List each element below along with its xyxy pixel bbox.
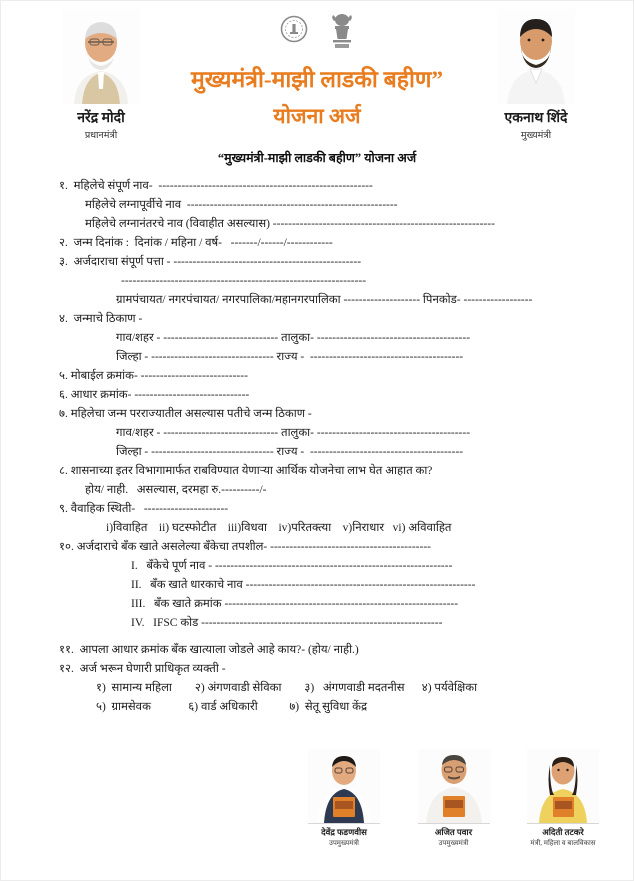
form-line: जिल्हा - -------------------------------- राज्य - ---------------------------------------- [116, 446, 464, 458]
form-line: ७. महिलेचा जन्म परराज्यातील असल्यास पतीचे जन्म ठिकाण - [59, 408, 312, 420]
official-name: अजित पवार [434, 827, 473, 837]
pawar-photo [418, 749, 490, 824]
form-title-line1: मुख्यमंत्री-माझी लाडकी बहीण” [190, 67, 444, 92]
form-line: ४. जन्माचे ठिकाण - [59, 313, 143, 325]
pm-name: नरेंद्र मोदी [77, 111, 125, 126]
official-name: देवेंद्र फडणवीस [321, 827, 367, 837]
form-line: III. बँक खाते क्रमांक ------------------------------------------------------------- [131, 598, 459, 610]
cm-name: एकनाथ शिंदे [504, 111, 568, 126]
minister-block [515, 749, 611, 848]
official-role: मंत्री, महिला व बालविकास [530, 839, 596, 847]
deputy-cm-1-block [296, 749, 392, 848]
form-line: २. जन्म दिनांक : दिनांक / महिना / वर्ष- -------/------/------------ [59, 237, 333, 249]
form-line: गाव/शहर - ------------------------------ तालुका- ---------------------------------------- [116, 332, 471, 344]
form-title [141, 63, 493, 135]
form-line: होय/ नाही. असल्यास, दरमहा रु.----------/- [85, 484, 267, 496]
form-line: १) सामान्य महिला २) अंगणवाडी सेविका ३) अंगणवाडी मदतनीस ४) पर्यवेक्षिका [96, 682, 478, 694]
form-line: गाव/शहर - ------------------------------ तालुका- ---------------------------------------- [116, 427, 471, 439]
form-line: महिलेचे लग्नानंतरचे नाव (विवाहीत असल्यास) ---------------------------------------------------------- [85, 218, 495, 230]
form-line: II. बँक खाते धारकाचे नाव ------------------------------------------------------------ [131, 579, 476, 591]
form-line: ---------------------------------------------------------------- [121, 275, 367, 287]
maharashtra-seal-icon [279, 13, 309, 47]
form-line: ९. वैवाहिक स्थिती- ---------------------- [59, 503, 229, 515]
official-role: उपमुख्यमंत्री [328, 839, 360, 847]
form-line: IV. IFSC कोड --------------------------------------------------------------- [131, 617, 443, 629]
form-line: ६. आधार क्रमांक- ------------------------------ [59, 389, 250, 401]
form-subtitle: “मुख्यमंत्री-माझी लाडकी बहीण” योजना अर्ज [217, 151, 417, 165]
form-line: ८. शासनाच्या इतर विभागामार्फत राबविण्यात येणाऱ्या आर्थिक योजनेचा लाभ घेत आहात का? [59, 465, 433, 477]
official-name: अदिती तटकरे [542, 827, 584, 837]
form-line: ग्रामपंचायत/ नगरपंचायत/ नगरपालिका/महानगरपालिका -------------------- पिनकोड- ------------------ [116, 294, 533, 306]
ashoka-emblem-icon [329, 13, 355, 53]
form-title-line2: योजना अर्ज [273, 104, 361, 128]
form-line: ५) ग्रामसेवक ६) वार्ड अधिकारी ७) सेतू सुविधा केंद्र [96, 701, 368, 713]
form-line: ५. मोबाईल क्रमांक- ---------------------------- [59, 370, 248, 382]
official-role: उपमुख्यमंत्री [438, 839, 469, 847]
cm-role: मुख्यमंत्री [520, 131, 552, 141]
shinde-photo [497, 9, 575, 104]
form-line: जिल्हा - -------------------------------- राज्य - ---------------------------------------- [116, 351, 464, 363]
fadnavis-photo [308, 749, 380, 824]
cm-block [481, 9, 591, 141]
form-line: i)विवाहित ii) घटस्फोटीत iii)विधवा iv)परितक्त्या v)निराधार vi) अविवाहित [106, 522, 452, 534]
form-line: ३. अर्जदाराचा संपूर्ण पत्ता - ------------------------------------------------- [59, 256, 362, 268]
form-line: महिलेचे लग्नापूर्वीचे नाव ------------------------------------------------------- [85, 199, 398, 211]
pm-role: प्रधानमंत्री [84, 131, 118, 141]
form-line: १. महिलेचे संपूर्ण नाव- -------------------------------------------------------- [59, 180, 373, 192]
form-line: १०. अर्जदाराचे बँक खाते असलेल्या बँकेचा तपशील- ------------------------------------------ [59, 541, 431, 553]
form-body [59, 179, 613, 719]
form-line: १२. अर्ज भरून घेणारी प्राधिकृत व्यक्ती - [59, 663, 226, 675]
form-line: ११. आपला आधार क्रमांक बँक खात्याला जोडले आहे काय?- (होय/ नाही.) [59, 644, 359, 656]
footer-officials [296, 749, 611, 848]
tatkare-photo [527, 749, 599, 824]
deputy-cm-2-block [406, 749, 502, 848]
form-line: I. बँकेचे पूर्ण नाव - -------------------------------------------------------------- [131, 560, 453, 572]
